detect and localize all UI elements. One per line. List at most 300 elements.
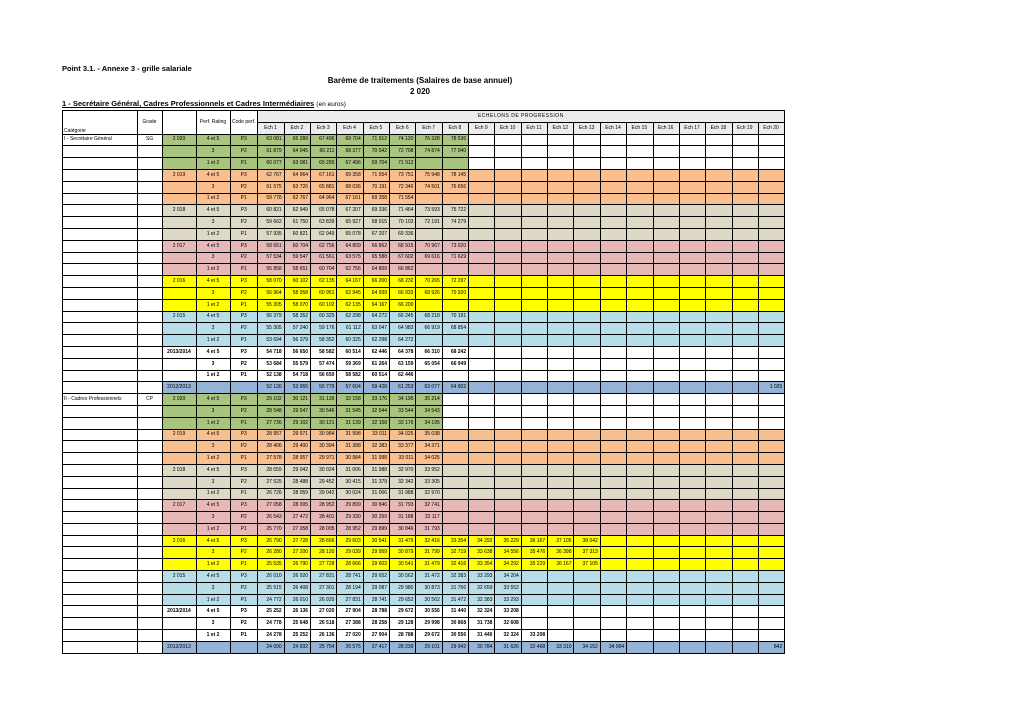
categorie-cell xyxy=(63,523,138,535)
value-cell: 31 379 xyxy=(363,476,389,488)
value-cell xyxy=(495,346,521,358)
year-cell: 2 019 xyxy=(163,429,197,441)
value-cell: 52 130 xyxy=(258,382,284,394)
value-cell: 32 383 xyxy=(469,594,495,606)
value-cell: 71 554 xyxy=(363,169,389,181)
perf-rating-cell: 3 xyxy=(197,181,231,193)
value-cell: 69 336 xyxy=(390,228,416,240)
value-cell: 29 547 xyxy=(284,405,310,417)
value-cell: 57 240 xyxy=(284,323,310,335)
value-cell xyxy=(679,382,705,394)
code-perf-cell xyxy=(231,641,258,653)
value-cell xyxy=(600,441,626,453)
value-cell: 32 158 xyxy=(363,417,389,429)
code-perf-cell: P3 xyxy=(231,311,258,323)
value-cell xyxy=(574,193,600,205)
value-cell: 25 252 xyxy=(258,606,284,618)
value-cell: 62 767 xyxy=(284,193,310,205)
value-cell xyxy=(521,323,547,335)
value-cell: 66 211 xyxy=(311,146,337,158)
value-cell xyxy=(732,158,758,170)
value-cell: 59 547 xyxy=(284,252,310,264)
value-cell: 34 195 xyxy=(390,394,416,406)
value-cell xyxy=(679,228,705,240)
value-cell xyxy=(732,394,758,406)
value-cell: 58 582 xyxy=(311,346,337,358)
value-cell: 72 708 xyxy=(390,146,416,158)
value-cell xyxy=(706,311,732,323)
perf-rating-cell: 1 et 2 xyxy=(197,228,231,240)
categorie-cell xyxy=(63,512,138,524)
table-row xyxy=(63,252,785,264)
value-cell xyxy=(548,512,574,524)
categorie-cell xyxy=(63,382,138,394)
value-cell: 58 352 xyxy=(284,311,310,323)
value-cell: 61 264 xyxy=(363,358,389,370)
grade-cell xyxy=(138,323,163,335)
col-header-ech-1: Ech 1 xyxy=(258,122,284,134)
value-cell xyxy=(495,453,521,465)
value-cell xyxy=(758,181,784,193)
value-cell xyxy=(548,240,574,252)
perf-rating-cell: 3 xyxy=(197,441,231,453)
grade-cell xyxy=(138,169,163,181)
value-cell xyxy=(732,630,758,642)
value-cell: 36 398 xyxy=(548,547,574,559)
perf-rating-cell: 1 et 2 xyxy=(197,299,231,311)
value-cell xyxy=(758,358,784,370)
value-cell xyxy=(548,276,574,288)
value-cell: 29 603 xyxy=(363,559,389,571)
perf-rating-cell: 3 xyxy=(197,252,231,264)
value-cell xyxy=(627,264,653,276)
value-cell: 67 496 xyxy=(337,158,363,170)
value-cell xyxy=(732,264,758,276)
value-cell: 70 103 xyxy=(390,217,416,229)
code-perf-cell: P3 xyxy=(231,500,258,512)
categorie-cell xyxy=(63,453,138,465)
value-cell: 27 904 xyxy=(363,630,389,642)
value-cell: 30 562 xyxy=(416,594,442,606)
value-cell xyxy=(548,252,574,264)
value-cell: 30 541 xyxy=(390,559,416,571)
value-cell xyxy=(627,228,653,240)
value-cell: 34 556 xyxy=(495,547,521,559)
code-perf-cell: P2 xyxy=(231,146,258,158)
grade-cell xyxy=(138,228,163,240)
categorie-cell xyxy=(63,417,138,429)
value-cell xyxy=(653,441,679,453)
year-cell xyxy=(163,547,197,559)
value-cell xyxy=(495,217,521,229)
categorie-cell xyxy=(63,358,138,370)
value-cell: 32 383 xyxy=(363,441,389,453)
value-cell xyxy=(653,299,679,311)
value-cell xyxy=(706,240,732,252)
value-cell: 71 912 xyxy=(390,158,416,170)
value-cell: 65 289 xyxy=(311,158,337,170)
value-cell: 24 090 xyxy=(258,641,284,653)
year-cell: 2 016 xyxy=(163,535,197,547)
value-cell: 65 927 xyxy=(337,217,363,229)
code-perf-cell: P2 xyxy=(231,618,258,630)
value-cell xyxy=(758,311,784,323)
col-header-code-perf: Code perf. xyxy=(231,111,258,135)
value-cell xyxy=(600,535,626,547)
value-cell xyxy=(627,441,653,453)
value-cell: 59 176 xyxy=(311,323,337,335)
value-cell xyxy=(416,228,442,240)
value-cell: 27 058 xyxy=(258,500,284,512)
col-header-ech-12: Ech 12 xyxy=(548,122,574,134)
value-cell: 58 958 xyxy=(284,287,310,299)
value-cell: 75 948 xyxy=(416,169,442,181)
code-perf-cell: P1 xyxy=(231,453,258,465)
value-cell: 30 984 xyxy=(337,453,363,465)
value-cell: 62 298 xyxy=(363,335,389,347)
col-header-ech-9: Ech 9 xyxy=(469,122,495,134)
perf-rating-cell: 4 et 5 xyxy=(197,500,231,512)
value-cell: 38 042 xyxy=(574,535,600,547)
value-cell: 28 952 xyxy=(311,500,337,512)
value-cell xyxy=(574,146,600,158)
value-cell: 32 719 xyxy=(442,547,468,559)
code-perf-cell: P3 xyxy=(231,429,258,441)
value-cell: 57 534 xyxy=(258,252,284,264)
value-cell xyxy=(521,240,547,252)
value-cell: 63 839 xyxy=(311,217,337,229)
year-cell xyxy=(163,476,197,488)
grade-cell xyxy=(138,299,163,311)
value-cell: 33 176 xyxy=(390,417,416,429)
value-cell xyxy=(627,382,653,394)
value-cell xyxy=(706,512,732,524)
value-cell: 32 608 xyxy=(495,618,521,630)
value-cell: 27 736 xyxy=(258,417,284,429)
value-cell xyxy=(653,417,679,429)
value-cell xyxy=(548,476,574,488)
value-cell xyxy=(548,417,574,429)
value-cell xyxy=(706,370,732,382)
value-cell xyxy=(495,441,521,453)
value-cell xyxy=(521,169,547,181)
value-cell: 60 704 xyxy=(284,240,310,252)
value-cell: 33 208 xyxy=(521,630,547,642)
value-cell xyxy=(574,346,600,358)
value-cell: 68 854 xyxy=(442,323,468,335)
value-cell xyxy=(706,453,732,465)
value-cell: 32 342 xyxy=(390,476,416,488)
value-cell xyxy=(521,252,547,264)
value-cell xyxy=(758,488,784,500)
value-cell: 70 191 xyxy=(363,181,389,193)
perf-rating-cell: 1 et 2 xyxy=(197,370,231,382)
grade-cell xyxy=(138,417,163,429)
value-cell: 66 933 xyxy=(390,287,416,299)
value-cell xyxy=(600,618,626,630)
value-cell xyxy=(653,476,679,488)
grade-cell xyxy=(138,252,163,264)
value-cell xyxy=(679,594,705,606)
table-row xyxy=(63,582,785,594)
value-cell xyxy=(600,500,626,512)
value-cell: 56 650 xyxy=(284,346,310,358)
value-cell xyxy=(495,299,521,311)
value-cell: 34 292 xyxy=(469,535,495,547)
value-cell xyxy=(548,630,574,642)
value-cell: 61 575 xyxy=(258,181,284,193)
value-cell xyxy=(758,205,784,217)
value-cell: 25 252 xyxy=(284,630,310,642)
value-cell xyxy=(679,358,705,370)
year-cell: 2 016 xyxy=(163,276,197,288)
perf-rating-cell: 1 et 2 xyxy=(197,523,231,535)
table-row-merged-2012/2013 xyxy=(63,641,785,653)
value-cell xyxy=(679,523,705,535)
table-row xyxy=(63,523,785,535)
value-cell xyxy=(495,134,521,146)
value-cell xyxy=(758,559,784,571)
value-cell xyxy=(600,276,626,288)
value-cell: 30 873 xyxy=(416,582,442,594)
value-cell: 60 514 xyxy=(363,370,389,382)
value-cell xyxy=(732,453,758,465)
value-cell: 27 472 xyxy=(284,512,310,524)
value-cell: 29 452 xyxy=(311,476,337,488)
value-cell: 27 020 xyxy=(337,630,363,642)
value-cell xyxy=(627,205,653,217)
value-cell xyxy=(442,512,468,524)
value-cell: 28 239 xyxy=(390,641,416,653)
perf-rating-cell: 1 et 2 xyxy=(197,417,231,429)
value-cell xyxy=(442,523,468,535)
perf-rating-cell: 1 et 2 xyxy=(197,594,231,606)
value-cell xyxy=(758,287,784,299)
col-header-categorie: Catégorie xyxy=(63,111,138,135)
value-cell xyxy=(548,217,574,229)
perf-rating-cell: 1 et 2 xyxy=(197,264,231,276)
value-cell xyxy=(679,476,705,488)
value-cell xyxy=(574,370,600,382)
table-row xyxy=(63,134,785,146)
value-cell: 30 562 xyxy=(390,571,416,583)
value-cell: 33 354 xyxy=(469,559,495,571)
year-cell xyxy=(163,417,197,429)
categorie-cell xyxy=(63,559,138,571)
value-cell xyxy=(758,169,784,181)
value-cell: 61 253 xyxy=(390,382,416,394)
value-cell: 26 920 xyxy=(284,571,310,583)
value-cell xyxy=(600,453,626,465)
value-cell xyxy=(548,464,574,476)
value-cell xyxy=(469,346,495,358)
value-cell: 68 926 xyxy=(416,287,442,299)
value-cell: 26 790 xyxy=(284,559,310,571)
value-cell: 31 139 xyxy=(311,394,337,406)
value-cell xyxy=(600,582,626,594)
value-cell xyxy=(574,287,600,299)
value-cell xyxy=(600,346,626,358)
code-perf-cell: P3 xyxy=(231,169,258,181)
code-perf-cell: P3 xyxy=(231,464,258,476)
value-cell xyxy=(679,500,705,512)
value-cell xyxy=(600,476,626,488)
value-cell xyxy=(521,500,547,512)
value-cell: 29 899 xyxy=(337,500,363,512)
value-cell xyxy=(521,299,547,311)
code-perf-cell: P1 xyxy=(231,488,258,500)
code-perf-cell: P1 xyxy=(231,559,258,571)
value-cell xyxy=(600,193,626,205)
value-cell xyxy=(469,429,495,441)
categorie-cell xyxy=(63,630,138,642)
value-cell xyxy=(548,488,574,500)
perf-rating-cell: 3 xyxy=(197,405,231,417)
value-cell xyxy=(706,323,732,335)
value-cell xyxy=(495,193,521,205)
value-cell: 30 394 xyxy=(311,441,337,453)
value-cell: 29 959 xyxy=(363,547,389,559)
value-cell xyxy=(495,311,521,323)
value-cell xyxy=(574,134,600,146)
categorie-cell xyxy=(63,346,138,358)
grade-cell xyxy=(138,535,163,547)
table-row xyxy=(63,287,785,299)
value-cell: 30 879 xyxy=(390,547,416,559)
value-cell: 25 535 xyxy=(258,559,284,571)
value-cell xyxy=(653,641,679,653)
value-cell: 60 821 xyxy=(258,205,284,217)
value-cell xyxy=(574,630,600,642)
value-cell xyxy=(495,252,521,264)
value-cell: 62 767 xyxy=(258,169,284,181)
value-cell: 26 518 xyxy=(311,618,337,630)
value-cell xyxy=(548,193,574,205)
value-cell: 61 879 xyxy=(258,146,284,158)
value-cell: 26 010 xyxy=(258,571,284,583)
code-perf-cell: P3 xyxy=(231,276,258,288)
value-cell: 72 191 xyxy=(416,217,442,229)
perf-rating-cell: 3 xyxy=(197,146,231,158)
table-row xyxy=(63,606,785,618)
value-cell xyxy=(706,582,732,594)
perf-rating-cell xyxy=(197,382,231,394)
value-cell xyxy=(574,181,600,193)
value-cell: 60 102 xyxy=(311,299,337,311)
value-cell: 28 788 xyxy=(390,630,416,642)
value-cell: 65 881 xyxy=(311,181,337,193)
value-cell xyxy=(521,394,547,406)
value-cell: 32 324 xyxy=(469,606,495,618)
value-cell xyxy=(627,512,653,524)
value-cell xyxy=(442,228,468,240)
year-cell xyxy=(163,287,197,299)
value-cell xyxy=(600,464,626,476)
progression-header: ECHELONS DE PROGRESSION xyxy=(258,111,785,123)
value-cell xyxy=(627,311,653,323)
subtitle-units: (en euros) xyxy=(316,101,346,108)
value-cell xyxy=(495,323,521,335)
table-row xyxy=(63,464,785,476)
value-cell xyxy=(574,582,600,594)
perf-rating-cell: 1 et 2 xyxy=(197,559,231,571)
code-perf-cell: P3 xyxy=(231,346,258,358)
categorie-cell xyxy=(63,405,138,417)
value-cell xyxy=(548,571,574,583)
value-cell: 64 983 xyxy=(390,323,416,335)
value-cell: 64 045 xyxy=(284,146,310,158)
value-cell xyxy=(521,523,547,535)
value-cell xyxy=(706,488,732,500)
table-row xyxy=(63,264,785,276)
value-cell: 35 229 xyxy=(521,559,547,571)
value-cell: 33 310 xyxy=(548,641,574,653)
value-cell xyxy=(521,441,547,453)
grade-cell xyxy=(138,276,163,288)
value-cell: 28 401 xyxy=(311,512,337,524)
value-cell: 32 416 xyxy=(442,559,468,571)
page-title-year: 2 020 xyxy=(409,87,431,96)
value-cell xyxy=(600,323,626,335)
year-cell xyxy=(163,146,197,158)
year-cell xyxy=(163,181,197,193)
value-cell xyxy=(627,335,653,347)
value-cell: 34 025 xyxy=(416,453,442,465)
value-cell xyxy=(732,335,758,347)
value-cell: 54 718 xyxy=(258,346,284,358)
code-perf-cell xyxy=(231,382,258,394)
value-cell xyxy=(732,181,758,193)
value-cell: 29 087 xyxy=(363,582,389,594)
value-cell xyxy=(469,417,495,429)
value-cell: 72 346 xyxy=(390,181,416,193)
value-cell xyxy=(706,335,732,347)
value-cell: 58 070 xyxy=(258,276,284,288)
year-cell: 2 018 xyxy=(163,464,197,476)
value-cell xyxy=(627,358,653,370)
value-cell xyxy=(521,358,547,370)
value-cell xyxy=(653,146,679,158)
categorie-cell xyxy=(63,217,138,229)
value-cell xyxy=(732,370,758,382)
value-cell: 62 756 xyxy=(311,240,337,252)
value-cell xyxy=(627,134,653,146)
value-cell xyxy=(679,264,705,276)
value-cell xyxy=(495,405,521,417)
value-cell: 842 xyxy=(758,641,784,653)
value-cell xyxy=(574,323,600,335)
value-cell: 57 935 xyxy=(258,228,284,240)
value-cell xyxy=(495,417,521,429)
table-row xyxy=(63,370,785,382)
value-cell xyxy=(758,252,784,264)
value-cell xyxy=(653,630,679,642)
value-cell xyxy=(679,146,705,158)
value-cell xyxy=(600,146,626,158)
value-cell xyxy=(627,252,653,264)
year-cell xyxy=(163,228,197,240)
value-cell xyxy=(521,134,547,146)
value-cell: 71 912 xyxy=(363,134,389,146)
grade-cell xyxy=(138,429,163,441)
table-row xyxy=(63,217,785,229)
value-cell xyxy=(706,346,732,358)
value-cell: 32 324 xyxy=(495,630,521,642)
value-cell xyxy=(574,205,600,217)
perf-rating-cell: 3 xyxy=(197,618,231,630)
code-perf-cell: P2 xyxy=(231,358,258,370)
value-cell: 30 846 xyxy=(363,500,389,512)
